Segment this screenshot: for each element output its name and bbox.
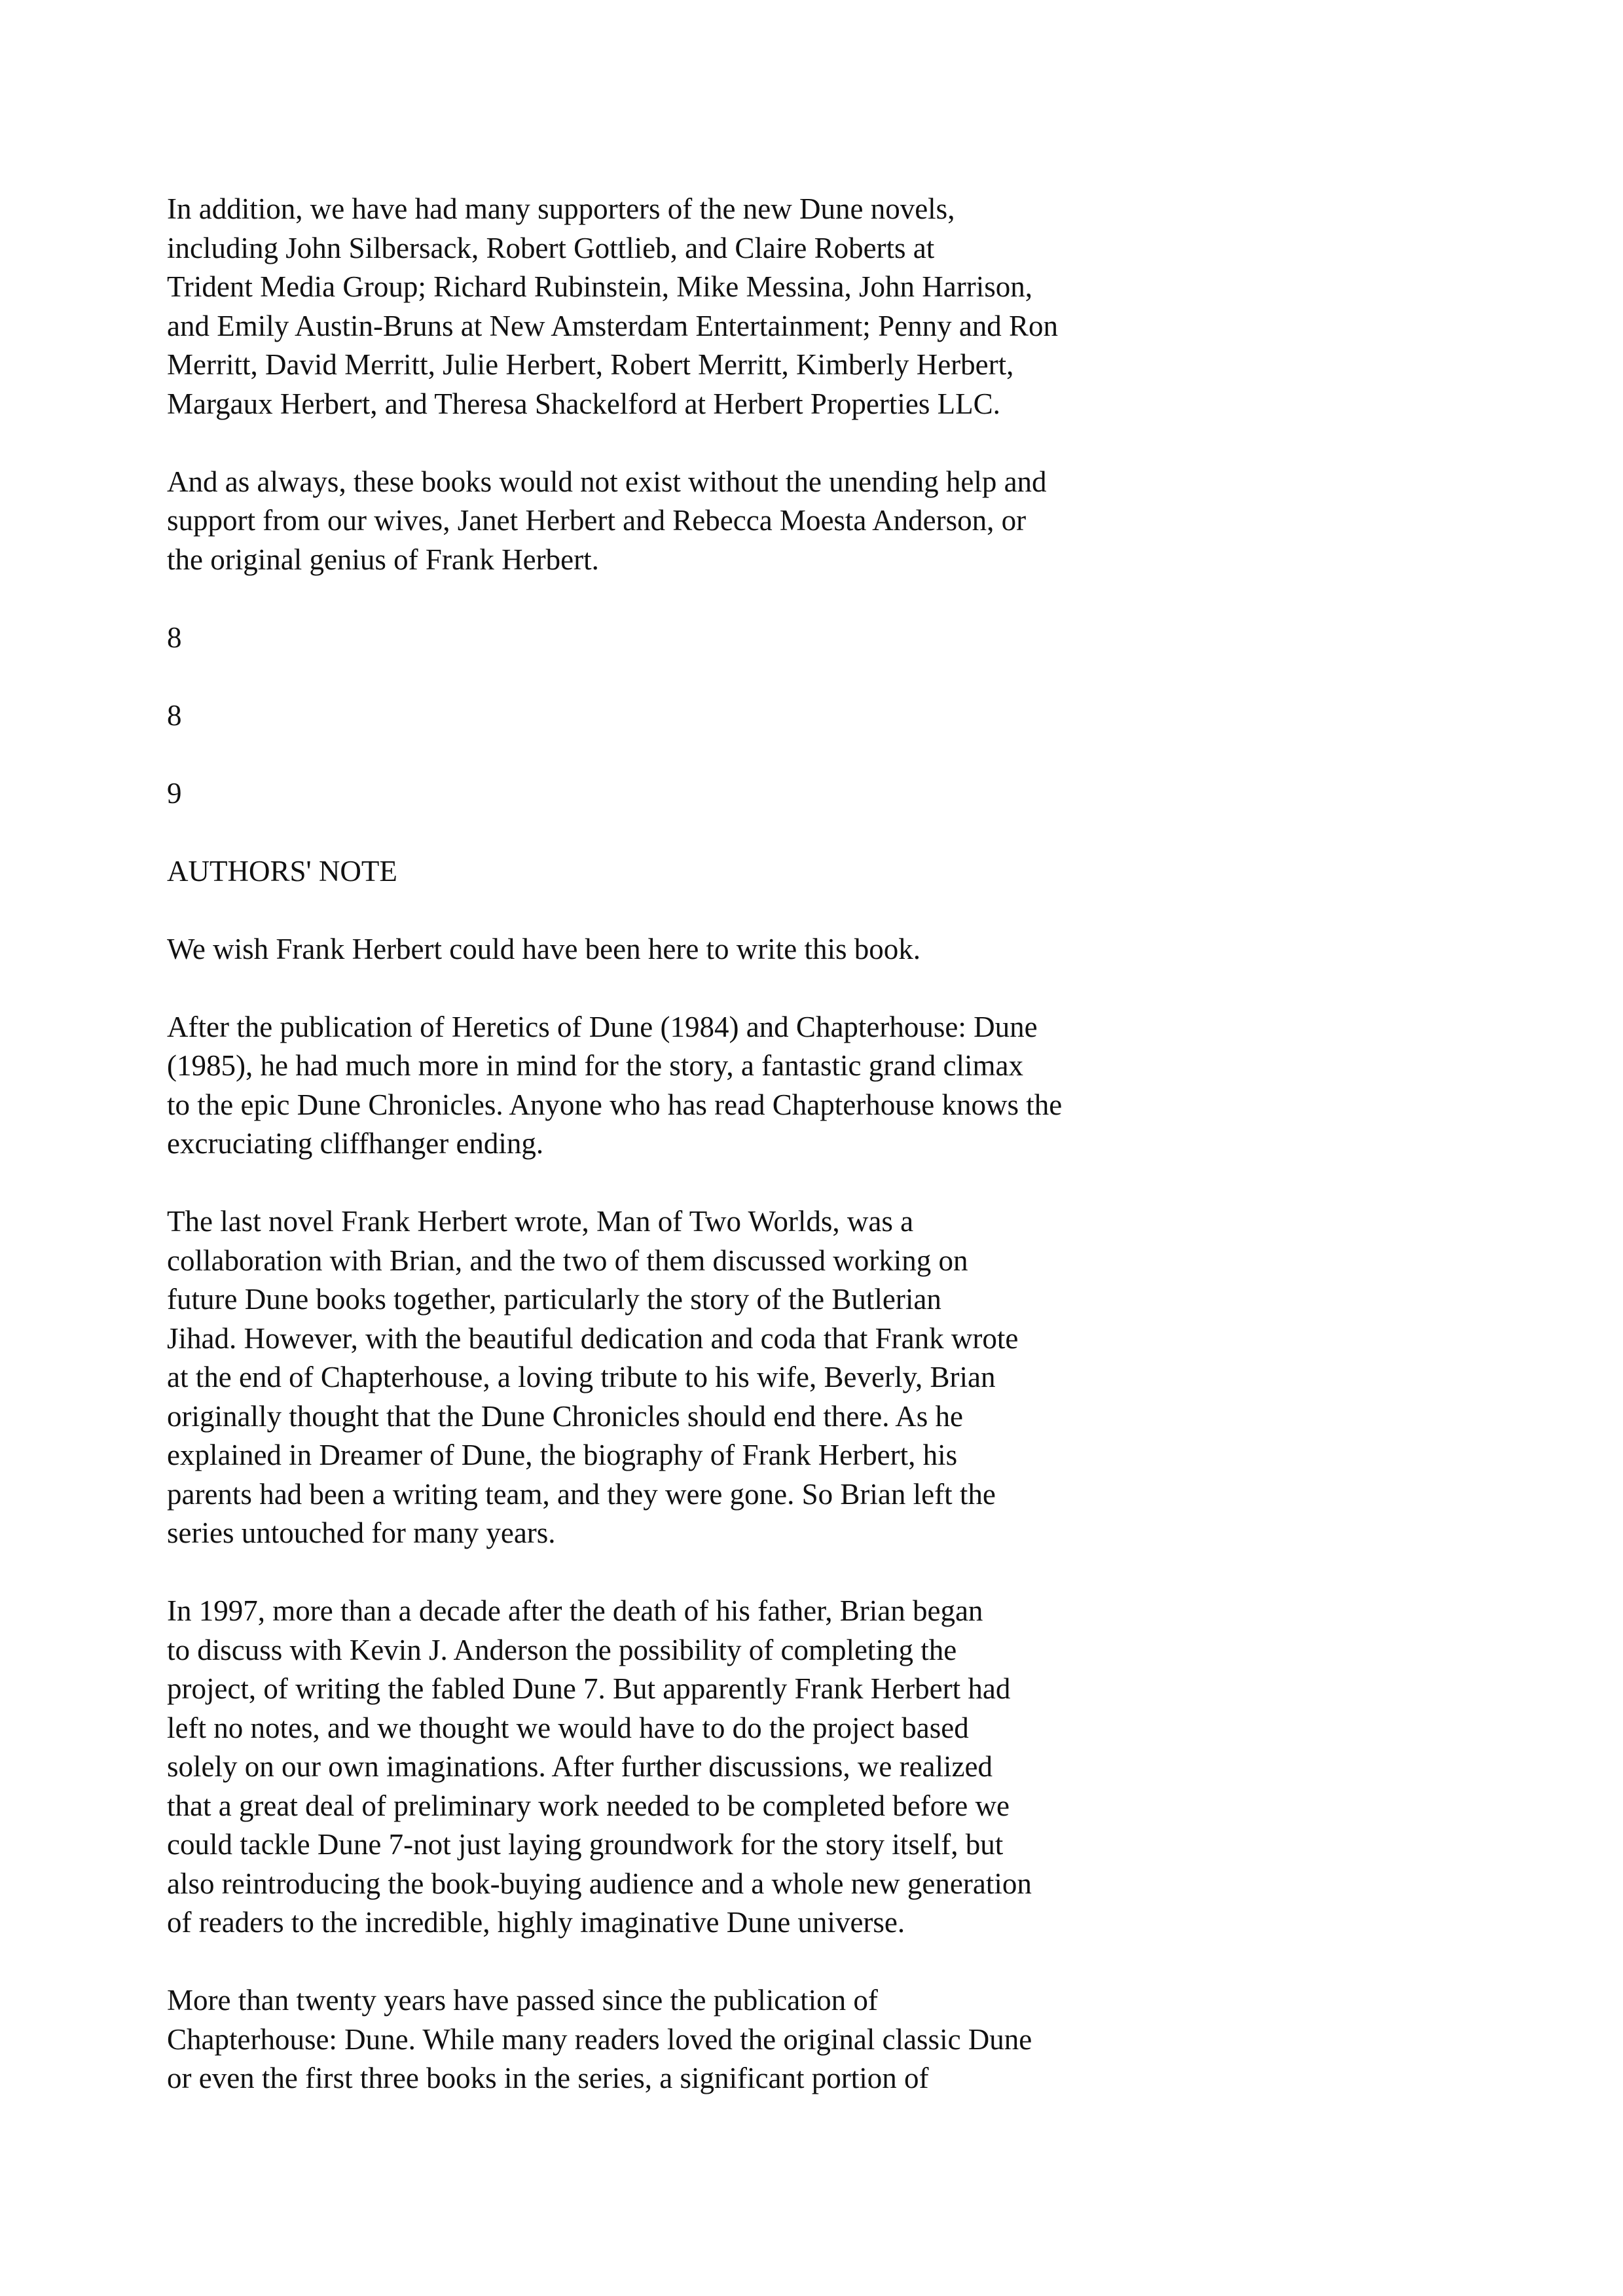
- text-line: We wish Frank Herbert could have been here to write this book.: [167, 932, 921, 965]
- text-line: of readers to the incredible, highly imaginative Dune universe.: [167, 1906, 905, 1939]
- paragraph-last-novel: [167, 1202, 1188, 1553]
- text-line: the original genius of Frank Herbert.: [167, 543, 599, 576]
- paragraph-1997: [167, 1592, 1188, 1943]
- text-line: Merritt, David Merritt, Julie Herbert, Robert Merritt, Kimberly Herbert,: [167, 348, 1014, 381]
- text-line: to discuss with Kevin J. Anderson the possibility of completing the: [167, 1633, 957, 1666]
- paragraph-twenty-years: [167, 1981, 1188, 2098]
- text-line: at the end of Chapterhouse, a loving tribute to his wife, Beverly, Brian: [167, 1361, 996, 1393]
- paragraph-supporters: [167, 190, 1188, 423]
- text-line: project, of writing the fabled Dune 7. But apparently Frank Herbert had: [167, 1672, 1011, 1705]
- text-line: to the epic Dune Chronicles. Anyone who has read Chapterhouse knows the: [167, 1088, 1063, 1121]
- text-line: support from our wives, Janet Herbert and Rebecca Moesta Anderson, or: [167, 504, 1027, 537]
- page-number: [167, 696, 1188, 736]
- text-line: After the publication of Heretics of Dune (1984) and Chapterhouse: Dune: [167, 1010, 1038, 1043]
- text-line: And as always, these books would not exist without the unending help and: [167, 465, 1047, 498]
- text-line: Jihad. However, with the beautiful dedication and coda that Frank wrote: [167, 1321, 1019, 1355]
- text-line: that a great deal of preliminary work needed to be completed before we: [167, 1789, 1010, 1822]
- text-line: The last novel Frank Herbert wrote, Man of Two Worlds, was a: [167, 1205, 914, 1238]
- text-line: In addition, we have had many supporters of the new Dune novels,: [167, 192, 955, 225]
- text-line: Margaux Herbert, and Theresa Shackelford at Herbert Properties LLC.: [167, 387, 1000, 420]
- text-line: In 1997, more than a decade after the death of his father, Brian began: [167, 1594, 983, 1627]
- text-line: solely on our own imaginations. After further discussions, we realized: [167, 1750, 993, 1783]
- text-line: Chapterhouse: Dune. While many readers loved the original classic Dune: [167, 2022, 1032, 2056]
- section-heading: [167, 852, 1188, 891]
- paragraph-wish: [167, 930, 1188, 969]
- text-line: explained in Dreamer of Dune, the biography of Frank Herbert, his: [167, 1439, 958, 1471]
- paragraph-publication: [167, 1008, 1188, 1164]
- text-line: future Dune books together, particularly the story of the Butlerian: [167, 1283, 941, 1316]
- document-page: [167, 190, 1188, 2137]
- page-number-text: 8: [167, 698, 182, 732]
- text-line: (1985), he had much more in mind for the story, a fantastic grand climax: [167, 1049, 1023, 1082]
- text-line: including John Silbersack, Robert Gottlieb, and Claire Roberts at: [167, 231, 935, 264]
- text-line: originally thought that the Dune Chronicles should end there. As he: [167, 1399, 964, 1433]
- text-line: series untouched for many years.: [167, 1516, 556, 1549]
- text-line: excruciating cliffhanger ending.: [167, 1127, 544, 1160]
- text-line: or even the first three books in the series, a significant portion of: [167, 2062, 929, 2094]
- paragraph-wives: [167, 463, 1188, 580]
- text-line: More than twenty years have passed since the publication of: [167, 1984, 878, 2017]
- page-number-text: 9: [167, 776, 182, 810]
- text-line: also reintroducing the book-buying audience and a whole new generation: [167, 1867, 1032, 1900]
- text-line: parents had been a writing team, and they were gone. So Brian left the: [167, 1477, 996, 1511]
- text-line: collaboration with Brian, and the two of them discussed working on: [167, 1244, 968, 1277]
- heading-text: AUTHORS' NOTE: [167, 854, 397, 888]
- text-line: left no notes, and we thought we would have to do the project based: [167, 1711, 969, 1744]
- text-line: Trident Media Group; Richard Rubinstein, Mike Messina, John Harrison,: [167, 270, 1032, 303]
- text-line: could tackle Dune 7-not just laying groundwork for the story itself, but: [167, 1828, 1004, 1861]
- page-number: [167, 619, 1188, 658]
- text-line: and Emily Austin-Bruns at New Amsterdam Entertainment; Penny and Ron: [167, 309, 1059, 342]
- page-number: [167, 774, 1188, 814]
- page-number-text: 8: [167, 620, 182, 654]
